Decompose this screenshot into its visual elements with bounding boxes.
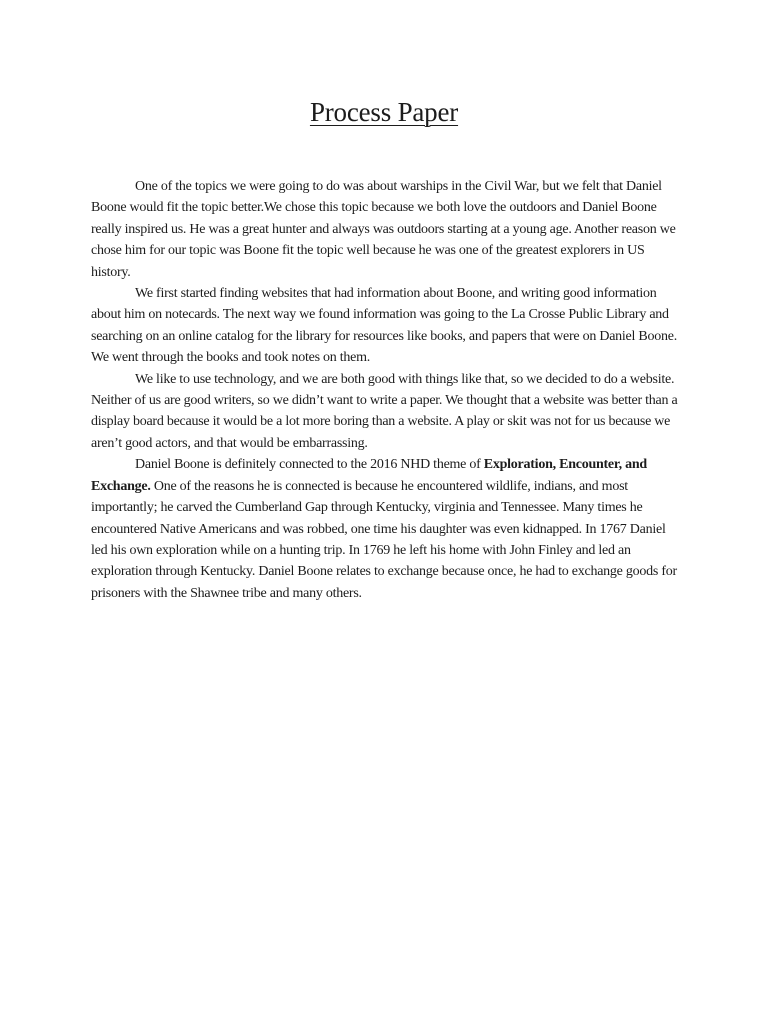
- paragraph-1: One of the topics we were going to do was about warships in the Civil War, but we felt that Daniel Boone would fit the topic better.We chose this topic because we both love the outdoors and Daniel Boone really inspired us. He was a great hunter and always was outdoors starting at a young age. Another reason we chose him for our topic was Boone fit the topic well because he was one of the greatest explorers in US history.: [91, 179, 676, 280]
- paragraph-2: We first started finding websites that had information about Boone, and writing good information about him on notecards. The next way we found information was going to the La Crosse Public Library and searching on an online catalog for the library for resources like books, and papers that were on Daniel Boone. We went through the books and took notes on them.: [91, 286, 677, 366]
- nhd-theme-text: Exploration, Encounter, and Exchange.: [91, 457, 647, 494]
- document-body: [91, 176, 681, 604]
- paragraph-4-rest-text: One of the reasons he is connected is because he encountered wildlife, indians, and most importantly; he carved the Cumberland Gap through Kentucky, virginia and Tennessee. Many times he encountered Native Americans and was robbed, one time his daughter was even kidnapped. In 1767 Daniel led his own exploration while on a hunting trip. In 1769 he left his home with John Finley and led an exploration through Kentucky. Daniel Boone relates to exchange because once, he had to exchange goods for prisoners with the Shawnee tribe and many others.: [91, 478, 677, 601]
- paragraph-3: We like to use technology, and we are both good with things like that, so we decided to do a website. Neither of us are good writers, so we didn’t want to write a paper. We thought that a website was better than a display board because it would be a lot more boring than a website. A play or skit was not for us because we aren’t good actors, and that would be embarrassing.: [91, 371, 678, 451]
- paragraph-4-lead-text: Daniel Boone is definitely connected to the 2016 NHD theme of: [135, 457, 484, 473]
- paragraph-4: [91, 454, 681, 604]
- page-title: Process Paper: [309, 97, 459, 127]
